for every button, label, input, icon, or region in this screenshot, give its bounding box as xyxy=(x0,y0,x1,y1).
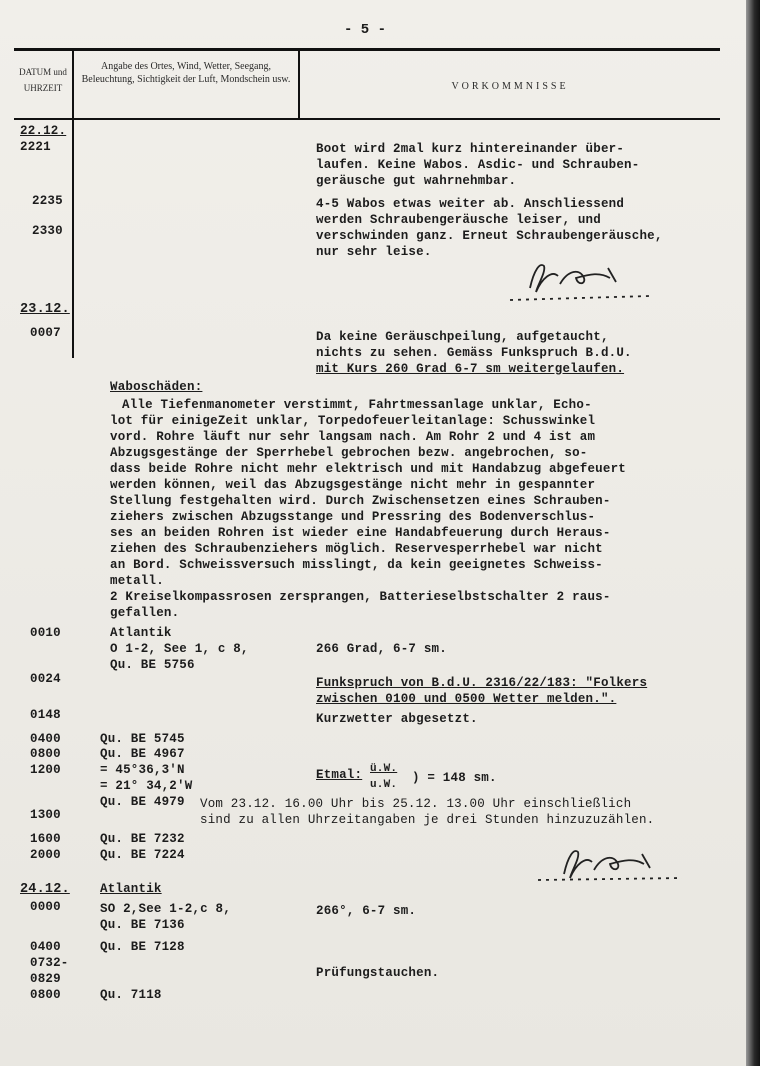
signature-2 xyxy=(530,836,700,896)
wabo-line13: 2 Kreiselkompassrosen zersprangen, Batterieselbstschalter 2 raus- xyxy=(110,590,611,604)
entry-2235-line1: 4-5 Wabos etwas weiter ab. Anschliessend xyxy=(316,197,625,211)
entry-2221-line2: laufen. Keine Wabos. Asdic- und Schrauben- xyxy=(316,158,640,172)
location-2-line3: Qu. BE 7136 xyxy=(100,918,185,932)
entry-pruefungstauchen: Prüfungstauchen. xyxy=(316,966,440,980)
signature-1 xyxy=(500,248,670,310)
wabo-line4: Abzugsgestänge der Sperrhebel gebrochen bezw. angebrochen, so- xyxy=(110,446,588,460)
header-angabe: Angabe des Ortes, Wind, Wetter, Seegang, Beleuchtung, Sichtigkeit der Luft, Mondschein usw. xyxy=(81,61,291,85)
entry-0000: 266°, 6-7 sm. xyxy=(316,904,417,918)
etmal-fraction-bottom: u.W. xyxy=(370,779,398,791)
time-0800: 0800 xyxy=(30,747,61,761)
time-0400b: 0400 xyxy=(30,940,61,954)
time-0024: 0024 xyxy=(30,672,61,686)
time-0732: 0732- xyxy=(30,956,69,970)
quadrant-1200: Qu. BE 4979 xyxy=(100,795,185,809)
entry-2235-line2: werden Schraubengeräusche leiser, und xyxy=(316,213,601,227)
position-lat: = 45°36,3'N xyxy=(100,763,185,777)
funkspruch-line2: zwischen 0100 und 0500 Wetter melden.". xyxy=(316,692,617,706)
wabo-line9: ses an beiden Rohren ist wieder eine Handabfeuerung durch Heraus- xyxy=(110,526,611,540)
time-0010: 0010 xyxy=(30,626,61,640)
wabo-line1: Alle Tiefenmanometer verstimmt, Fahrtmessanlage unklar, Echo- xyxy=(122,398,592,412)
time-1200: 1200 xyxy=(30,763,61,777)
wabo-line11: an Bord. Schweissversuch misslingt, da kein geeignetes Schweiss- xyxy=(110,558,603,572)
entry-0148: Kurzwetter abgesetzt. xyxy=(316,712,478,726)
time-2330: 2330 xyxy=(32,224,63,238)
position-lon: = 21° 34,2'W xyxy=(100,779,193,793)
time-2235: 2235 xyxy=(32,194,63,208)
column-divider-1 xyxy=(72,48,74,358)
wabo-line12: metall. xyxy=(110,574,164,588)
quadrant-0800b: Qu. 7118 xyxy=(100,988,162,1002)
date-24-12: 24.12. xyxy=(20,882,70,897)
quadrant-2000: Qu. BE 7224 xyxy=(100,848,185,862)
header-bottom-rule xyxy=(14,118,720,120)
etmal-fraction-top: ü.W. xyxy=(370,763,398,775)
wabo-line8: ziehers zwischen Abzugsstange und Pressring des Bodenverschlus- xyxy=(110,510,596,524)
date-23-12: 23.12. xyxy=(20,302,70,317)
entry-0010: 266 Grad, 6-7 sm. xyxy=(316,642,447,656)
quadrant-0800: Qu. BE 4967 xyxy=(100,747,185,761)
header-datum: DATUM und UHRZEIT xyxy=(19,67,67,93)
date-22-12: 22.12. xyxy=(20,124,67,138)
etmal-label: Etmal: xyxy=(316,768,363,782)
note-line2: sind zu allen Uhrzeitangaben je drei Stunden hinzuzuzählen. xyxy=(200,813,655,827)
quadrant-1600: Qu. BE 7232 xyxy=(100,832,185,846)
location-1-line1: Atlantik xyxy=(110,626,172,640)
entry-2235-line4: nur sehr leise. xyxy=(316,245,432,259)
location-2-line2: SO 2,See 1-2,c 8, xyxy=(100,902,231,916)
location-2-line1: Atlantik xyxy=(100,882,162,896)
page-number: - 5 - xyxy=(344,22,387,38)
time-1300: 1300 xyxy=(30,808,61,822)
entry-0007-line1: Da keine Geräuschpeilung, aufgetaucht, xyxy=(316,330,609,344)
wabo-line7: Stellung festgehalten wird. Durch Zwischensetzen eines Schrauben- xyxy=(110,494,611,508)
quadrant-0400: Qu. BE 5745 xyxy=(100,732,185,746)
time-2221: 2221 xyxy=(20,140,51,154)
quadrant-0400b: Qu. BE 7128 xyxy=(100,940,185,954)
entry-2221-line1: Boot wird 2mal kurz hintereinander über- xyxy=(316,142,625,156)
header-vorkommnisse: VORKOMMNISSE xyxy=(451,81,569,92)
location-1-line3: Qu. BE 5756 xyxy=(110,658,195,672)
wabo-line3: vord. Rohre läuft nur sehr langsam nach. Am Rohr 2 und 4 ist am xyxy=(110,430,596,444)
time-0400: 0400 xyxy=(30,732,61,746)
page-edge-shadow xyxy=(746,0,760,1066)
wabo-title: Waboschäden: xyxy=(110,380,203,394)
time-2000: 2000 xyxy=(30,848,61,862)
entry-2235-line3: verschwinden ganz. Erneut Schraubengeräusche, xyxy=(316,229,663,243)
time-0000: 0000 xyxy=(30,900,61,914)
wabo-line14: gefallen. xyxy=(110,606,180,620)
funkspruch-line1: Funkspruch von B.d.U. 2316/22/183: "Folkers xyxy=(316,676,648,690)
location-1-line2: O 1-2, See 1, c 8, xyxy=(110,642,249,656)
entry-2221-line3: geräusche gut wahrnehmbar. xyxy=(316,174,517,188)
time-0800b: 0800 xyxy=(30,988,61,1002)
time-1600: 1600 xyxy=(30,832,61,846)
time-0148: 0148 xyxy=(30,708,61,722)
header-top-rule xyxy=(14,48,720,51)
time-0007: 0007 xyxy=(30,326,61,340)
wabo-line6: werden können, weil das Abzugsgestänge nicht mehr in gespannter xyxy=(110,478,596,492)
entry-0007-line3: mit Kurs 260 Grad 6-7 sm weitergelaufen. xyxy=(316,362,625,376)
wabo-line5: dass beide Rohre nicht mehr elektrisch und mit Handabzug abgefeuert xyxy=(110,462,626,476)
note-line1: Vom 23.12. 16.00 Uhr bis 25.12. 13.00 Uhr einschließlich xyxy=(200,797,632,811)
wabo-line2: lot für einigeZeit unklar, Torpedofeuerleitanlage: Schusswinkel xyxy=(110,414,596,428)
wabo-line10: ziehen des Schraubenziehers möglich. Reservesperrhebel war nicht xyxy=(110,542,603,556)
etmal-value: ) = 148 sm. xyxy=(412,771,497,785)
entry-0007-line2: nichts zu sehen. Gemäss Funkspruch B.d.U. xyxy=(316,346,632,360)
time-0829: 0829 xyxy=(30,972,61,986)
